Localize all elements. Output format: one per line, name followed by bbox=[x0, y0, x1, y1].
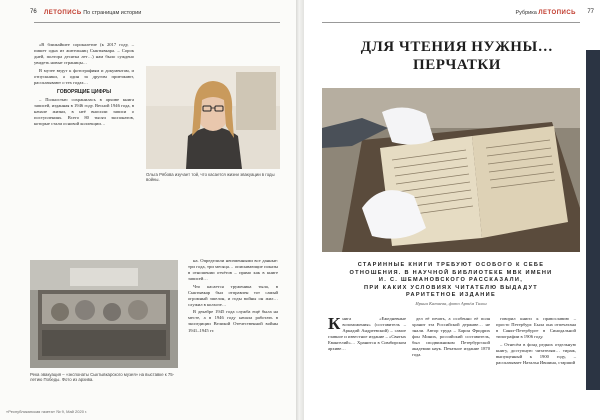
lead-line: ОТНОШЕНИЯ. В НАУЧНОЙ БИБЛИОТЕКЕ МВК ИМЕНИ bbox=[349, 269, 553, 276]
left-paragraph: Что касается труженика тыла, в Сыктывкар был отправлен тот самый огромный эшелон, и годы войны он жил… служил в колхозе… bbox=[188, 283, 278, 307]
book-gutter bbox=[296, 0, 304, 420]
left-header-brand: ЛЕТОПИСЬ bbox=[44, 10, 82, 16]
right-header-rule bbox=[322, 22, 580, 23]
article-byline: Ирина Катаева, фото Артём Тихон bbox=[415, 301, 487, 306]
right-article-column-2 bbox=[412, 316, 490, 360]
right-paragraph: говорил книги к православию – просто Петербург. Была она отпечатана в Санкт-Петербурге в Синодальной типографии в 1906 году. bbox=[496, 316, 576, 340]
right-paragraph-first bbox=[328, 316, 406, 352]
section-heading: ГОВОРЯЩИЕ ЦИФРЫ bbox=[57, 88, 111, 95]
photo-woman-reading bbox=[146, 66, 280, 169]
left-page-number: 76 bbox=[30, 9, 37, 15]
article-title bbox=[342, 38, 572, 74]
right-paragraph-text: нига «Ежедневные вспоможения» (составитель – Аркадий Андреевский) – самое главное и известное издание – «Святых Евангелий»… Хранится в Симбирском архиве… bbox=[328, 316, 406, 352]
drop-cap: К bbox=[328, 314, 341, 333]
lead-line: РАРИТЕТНОЕ ИЗДАНИЕ bbox=[405, 292, 496, 299]
left-paragraph: – Полностью сохранилась в архиве книга записей, изданная в 1946 году. Весной 1946 года, в начале жизни, в неё вносили записи о поступлениях. Всего 80 тысяч экспонатов, которые стали основой коллекции… bbox=[34, 96, 134, 127]
left-article-column-2 bbox=[188, 258, 278, 335]
photo-gloved-hands-book bbox=[322, 88, 580, 252]
article-title-line1: ДЛЯ ЧТЕНИЯ НУЖНЫ… bbox=[360, 39, 554, 55]
lead-line: И. С. ШЕМАНОВСКОГО РАССКАЗАЛИ, bbox=[378, 277, 524, 284]
right-running-header bbox=[515, 10, 576, 16]
photo-woman-caption: Ольга Рябова изучает той, что касается жизни эвакуации в годы войны. bbox=[146, 172, 275, 183]
left-paragraph: В музее ведут к фотографиям и документам, и отпускники, а один за другим приезжают, рассказывают о тех годах… bbox=[34, 67, 134, 85]
right-article-column-3 bbox=[496, 316, 576, 367]
right-paragraph: – Отнесём в фонд редких отдельную книгу, доступную читателям… тираж, выпущенный к 1900 году, – рассказывает Наталья Ившина, старший bbox=[496, 341, 576, 365]
left-header-rule bbox=[34, 22, 280, 23]
article-title-line2: ПЕРЧАТКИ bbox=[413, 57, 501, 73]
left-running-header bbox=[44, 10, 141, 16]
photo-museum-exhibit bbox=[30, 260, 178, 368]
article-lead bbox=[322, 262, 580, 300]
right-article-column-1 bbox=[328, 316, 406, 354]
left-article-column bbox=[34, 42, 134, 129]
right-header-brand: ЛЕТОПИСЬ bbox=[538, 10, 576, 16]
right-page bbox=[304, 0, 600, 420]
left-header-section: По страницам истории bbox=[83, 10, 142, 16]
left-page-footer: «Республиканская газета» № 9, Май 2020 г. bbox=[6, 409, 88, 414]
left-page bbox=[0, 0, 296, 420]
right-paragraph: дел её печать, а особенно её поля хранит эта Российской державе… не знали. Автор труда – Барон Фридрих фон Миних, российский составитель, был сподвижником Петербургской академии наук. Печатное издание 1870 года. bbox=[412, 316, 490, 358]
left-paragraph: «В ближайшее сорокалетие (к 2017 году, – пишет одна из жительниц Сыктывкара. – Сорок дней, полтора десятка лет…) нам было суждено увидеть новые страницы… bbox=[34, 42, 134, 66]
right-page-number: 77 bbox=[587, 9, 594, 15]
right-edge-band bbox=[586, 50, 600, 390]
lead-line: ПРИ КАКИХ УСЛОВИЯХ ЧИТАТЕЛЮ ВЫДАДУТ bbox=[364, 284, 538, 291]
lead-line: СТАРИННЫЕ КНИГИ ТРЕБУЮТ ОСОБОГО К СЕБЕ bbox=[357, 262, 545, 268]
left-paragraph: В декабре 1945 года служба ещё была на месте, а в 1946 году начала работать в экспедиции Великой Отечественной войны 1941–1945 гг. bbox=[188, 309, 278, 333]
left-paragraph: на. Определили неизменными все данные: три года, три месяца… описывающие показы в отношении отчётов – прямо как в книге записей… bbox=[188, 258, 278, 282]
right-header-section: Рубрика bbox=[515, 10, 537, 16]
photo-museum-caption: Река эвакуация – «экспонаты Сыктывкарского музея» на выставке к 75-летию Победы. Фото из архива. bbox=[30, 372, 175, 383]
